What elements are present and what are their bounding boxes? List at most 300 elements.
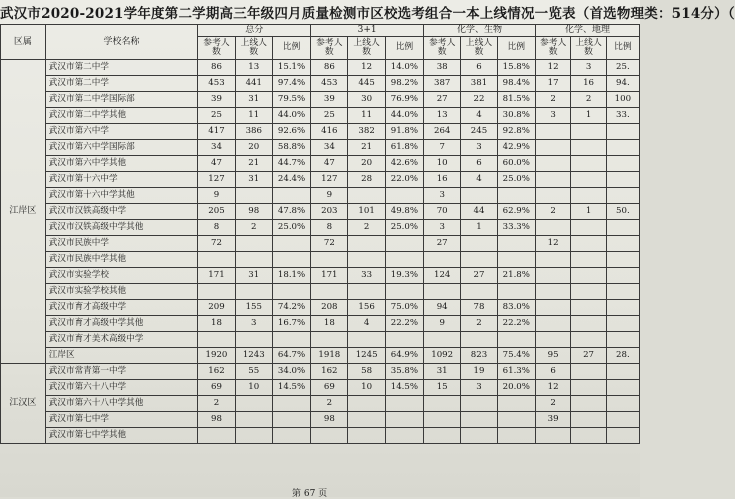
value-cell bbox=[497, 236, 535, 252]
value-cell: 83.0% bbox=[497, 300, 535, 316]
value-cell: 16 bbox=[424, 172, 461, 188]
value-cell: 31 bbox=[235, 92, 272, 108]
value-cell bbox=[348, 412, 385, 428]
table-row bbox=[1, 380, 640, 396]
table-row bbox=[1, 316, 640, 332]
value-cell bbox=[461, 332, 497, 348]
value-cell: 8 bbox=[198, 220, 235, 236]
school-name-cell: 武汉市实验学校其他 bbox=[45, 284, 198, 300]
value-cell: 27 bbox=[424, 92, 461, 108]
value-cell: 6 bbox=[535, 364, 570, 380]
value-cell: 823 bbox=[461, 348, 497, 364]
subheader-cell: 参考人数 bbox=[424, 37, 461, 60]
value-cell: 81.5% bbox=[497, 92, 535, 108]
value-cell: 44 bbox=[461, 204, 497, 220]
value-cell bbox=[461, 412, 497, 428]
value-cell: 25 bbox=[311, 108, 348, 124]
value-cell bbox=[461, 252, 497, 268]
table-row bbox=[1, 76, 640, 92]
page-number: 第 67 页 bbox=[292, 489, 328, 499]
value-cell: 445 bbox=[348, 76, 385, 92]
table-row bbox=[1, 156, 640, 172]
table-header bbox=[1, 25, 640, 60]
value-cell: 203 bbox=[311, 204, 348, 220]
value-cell: 16.7% bbox=[272, 316, 310, 332]
school-name-cell: 武汉市第十六中学 bbox=[45, 172, 198, 188]
subheader-cell: 上线人数 bbox=[235, 37, 272, 60]
value-cell: 78 bbox=[461, 300, 497, 316]
value-cell bbox=[606, 124, 639, 140]
value-cell: 18.1% bbox=[272, 268, 310, 284]
table-row bbox=[1, 252, 640, 268]
subheader-cell: 比例 bbox=[272, 37, 310, 60]
value-cell bbox=[535, 332, 570, 348]
school-name-cell: 武汉市第六十八中学其他 bbox=[45, 396, 198, 412]
value-cell bbox=[348, 332, 385, 348]
value-cell bbox=[424, 412, 461, 428]
value-cell: 21 bbox=[348, 140, 385, 156]
value-cell bbox=[606, 428, 639, 444]
value-cell: 4 bbox=[461, 172, 497, 188]
value-cell: 58 bbox=[348, 364, 385, 380]
school-name-cell: 武汉市第七中学 bbox=[45, 412, 198, 428]
district-cell: 江汉区 bbox=[1, 364, 46, 444]
value-cell: 60.0% bbox=[497, 156, 535, 172]
value-cell bbox=[571, 284, 606, 300]
value-cell bbox=[535, 172, 570, 188]
value-cell: 47 bbox=[198, 156, 235, 172]
value-cell bbox=[535, 252, 570, 268]
value-cell: 95 bbox=[535, 348, 570, 364]
value-cell: 19.3% bbox=[385, 268, 423, 284]
table-row bbox=[1, 332, 640, 348]
table-row bbox=[1, 204, 640, 220]
value-cell bbox=[497, 428, 535, 444]
school-name-cell: 武汉市育才高级中学 bbox=[45, 300, 198, 316]
value-cell: 22.2% bbox=[385, 316, 423, 332]
value-cell: 127 bbox=[198, 172, 235, 188]
table-row bbox=[1, 172, 640, 188]
value-cell bbox=[424, 428, 461, 444]
value-cell: 33 bbox=[348, 268, 385, 284]
value-cell bbox=[461, 236, 497, 252]
value-cell: 7 bbox=[424, 140, 461, 156]
value-cell bbox=[606, 364, 639, 380]
value-cell: 2 bbox=[535, 396, 570, 412]
value-cell: 2 bbox=[535, 204, 570, 220]
school-name-cell: 武汉市汉铁高级中学其他 bbox=[45, 220, 198, 236]
table-row bbox=[1, 364, 640, 380]
value-cell: 416 bbox=[311, 124, 348, 140]
value-cell bbox=[606, 172, 639, 188]
value-cell: 24.4% bbox=[272, 172, 310, 188]
value-cell: 3 bbox=[461, 380, 497, 396]
value-cell: 2 bbox=[311, 396, 348, 412]
value-cell: 33.3% bbox=[497, 220, 535, 236]
value-cell: 98.4% bbox=[497, 76, 535, 92]
table-row bbox=[1, 220, 640, 236]
value-cell: 156 bbox=[348, 300, 385, 316]
value-cell bbox=[497, 412, 535, 428]
value-cell: 264 bbox=[424, 124, 461, 140]
value-cell: 12 bbox=[535, 60, 570, 76]
value-cell bbox=[385, 428, 423, 444]
value-cell: 42.6% bbox=[385, 156, 423, 172]
value-cell: 1 bbox=[571, 204, 606, 220]
value-cell: 453 bbox=[198, 76, 235, 92]
value-cell bbox=[497, 332, 535, 348]
value-cell bbox=[198, 284, 235, 300]
value-cell bbox=[571, 172, 606, 188]
value-cell: 14.5% bbox=[385, 380, 423, 396]
value-cell bbox=[571, 396, 606, 412]
value-cell: 3 bbox=[461, 140, 497, 156]
value-cell bbox=[535, 284, 570, 300]
value-cell: 92.8% bbox=[497, 124, 535, 140]
school-name-cell: 武汉市第二中学 bbox=[45, 76, 198, 92]
table-row bbox=[1, 300, 640, 316]
value-cell: 2 bbox=[235, 220, 272, 236]
value-cell: 27 bbox=[571, 348, 606, 364]
value-cell: 31 bbox=[424, 364, 461, 380]
value-cell: 75.0% bbox=[385, 300, 423, 316]
value-cell: 74.2% bbox=[272, 300, 310, 316]
value-cell: 92.6% bbox=[272, 124, 310, 140]
value-cell: 70 bbox=[424, 204, 461, 220]
value-cell: 155 bbox=[235, 300, 272, 316]
value-cell bbox=[272, 412, 310, 428]
value-cell: 2 bbox=[461, 316, 497, 332]
value-cell: 69 bbox=[198, 380, 235, 396]
table-row bbox=[1, 188, 640, 204]
value-cell bbox=[571, 252, 606, 268]
value-cell bbox=[272, 252, 310, 268]
value-cell bbox=[571, 188, 606, 204]
value-cell: 38 bbox=[424, 60, 461, 76]
value-cell bbox=[385, 252, 423, 268]
value-cell bbox=[461, 188, 497, 204]
value-cell: 18 bbox=[311, 316, 348, 332]
value-cell bbox=[385, 412, 423, 428]
value-cell: 50. bbox=[606, 204, 639, 220]
value-cell: 22 bbox=[461, 92, 497, 108]
value-cell: 13 bbox=[235, 60, 272, 76]
value-cell: 1 bbox=[571, 108, 606, 124]
value-cell: 94. bbox=[606, 76, 639, 92]
value-cell bbox=[348, 284, 385, 300]
value-cell bbox=[571, 156, 606, 172]
school-name-cell: 武汉市第六中学 bbox=[45, 124, 198, 140]
value-cell bbox=[571, 364, 606, 380]
table-row bbox=[1, 348, 640, 364]
value-cell bbox=[497, 188, 535, 204]
value-cell: 34.0% bbox=[272, 364, 310, 380]
value-cell bbox=[535, 140, 570, 156]
value-cell: 79.5% bbox=[272, 92, 310, 108]
value-cell: 76.9% bbox=[385, 92, 423, 108]
value-cell: 10 bbox=[235, 380, 272, 396]
value-cell: 245 bbox=[461, 124, 497, 140]
value-cell: 9 bbox=[198, 188, 235, 204]
value-cell: 9 bbox=[424, 316, 461, 332]
value-cell: 1092 bbox=[424, 348, 461, 364]
value-cell: 19 bbox=[461, 364, 497, 380]
value-cell bbox=[497, 284, 535, 300]
value-cell: 25.0% bbox=[385, 220, 423, 236]
value-cell bbox=[461, 284, 497, 300]
header-district: 区属 bbox=[1, 25, 46, 60]
value-cell: 15.1% bbox=[272, 60, 310, 76]
school-name-cell: 武汉市民族中学 bbox=[45, 236, 198, 252]
value-cell: 22.0% bbox=[385, 172, 423, 188]
value-cell bbox=[385, 332, 423, 348]
value-cell: 31 bbox=[235, 172, 272, 188]
value-cell bbox=[348, 252, 385, 268]
value-cell bbox=[424, 396, 461, 412]
value-cell bbox=[606, 156, 639, 172]
value-cell bbox=[348, 188, 385, 204]
value-cell: 34 bbox=[311, 140, 348, 156]
value-cell bbox=[235, 332, 272, 348]
value-cell: 441 bbox=[235, 76, 272, 92]
value-cell: 30 bbox=[348, 92, 385, 108]
value-cell: 98 bbox=[235, 204, 272, 220]
value-cell: 42.9% bbox=[497, 140, 535, 156]
table-row bbox=[1, 412, 640, 428]
value-cell bbox=[272, 284, 310, 300]
value-cell: 9 bbox=[311, 188, 348, 204]
value-cell: 208 bbox=[311, 300, 348, 316]
value-cell bbox=[606, 380, 639, 396]
table-body bbox=[1, 60, 640, 444]
value-cell: 1243 bbox=[235, 348, 272, 364]
value-cell bbox=[424, 332, 461, 348]
value-cell: 72 bbox=[198, 236, 235, 252]
value-cell bbox=[606, 412, 639, 428]
value-cell: 100 bbox=[606, 92, 639, 108]
value-cell: 27 bbox=[461, 268, 497, 284]
value-cell: 33. bbox=[606, 108, 639, 124]
subheader-cell: 参考人数 bbox=[311, 37, 348, 60]
value-cell: 3 bbox=[571, 60, 606, 76]
value-cell: 69 bbox=[311, 380, 348, 396]
subheader-cell: 比例 bbox=[497, 37, 535, 60]
value-cell bbox=[235, 428, 272, 444]
header-group-chem-bio: 化学、生物 bbox=[424, 25, 536, 37]
table-row bbox=[1, 428, 640, 444]
header-group-total: 总分 bbox=[198, 25, 311, 37]
value-cell: 205 bbox=[198, 204, 235, 220]
value-cell bbox=[311, 284, 348, 300]
value-cell: 75.4% bbox=[497, 348, 535, 364]
value-cell bbox=[606, 236, 639, 252]
value-cell bbox=[272, 396, 310, 412]
value-cell: 2 bbox=[348, 220, 385, 236]
value-cell: 39 bbox=[198, 92, 235, 108]
value-cell bbox=[571, 220, 606, 236]
header-group-chem-geo: 化学、地理 bbox=[535, 25, 639, 37]
value-cell bbox=[311, 252, 348, 268]
value-cell: 61.3% bbox=[497, 364, 535, 380]
subheader-cell: 参考人数 bbox=[535, 37, 570, 60]
value-cell bbox=[235, 396, 272, 412]
value-cell: 91.8% bbox=[385, 124, 423, 140]
value-cell: 15 bbox=[424, 380, 461, 396]
school-name-cell: 武汉市第六中学国际部 bbox=[45, 140, 198, 156]
value-cell: 4 bbox=[461, 108, 497, 124]
value-cell bbox=[535, 300, 570, 316]
value-cell bbox=[535, 156, 570, 172]
value-cell bbox=[311, 332, 348, 348]
value-cell: 417 bbox=[198, 124, 235, 140]
value-cell bbox=[571, 428, 606, 444]
results-table bbox=[0, 24, 640, 444]
value-cell: 98.2% bbox=[385, 76, 423, 92]
table-row bbox=[1, 60, 640, 76]
table-row bbox=[1, 236, 640, 252]
value-cell: 20 bbox=[235, 140, 272, 156]
value-cell bbox=[497, 396, 535, 412]
subheader-cell: 上线人数 bbox=[571, 37, 606, 60]
value-cell bbox=[606, 188, 639, 204]
school-name-cell: 武汉市第二中学国际部 bbox=[45, 92, 198, 108]
value-cell: 44.0% bbox=[272, 108, 310, 124]
header-school: 学校名称 bbox=[45, 25, 198, 60]
value-cell: 31 bbox=[235, 268, 272, 284]
district-cell: 江岸区 bbox=[1, 60, 46, 364]
value-cell: 2 bbox=[535, 92, 570, 108]
value-cell bbox=[535, 316, 570, 332]
value-cell: 12 bbox=[535, 380, 570, 396]
value-cell bbox=[198, 252, 235, 268]
value-cell: 14.5% bbox=[272, 380, 310, 396]
value-cell: 25.0% bbox=[272, 220, 310, 236]
value-cell bbox=[571, 300, 606, 316]
subheader-cell: 上线人数 bbox=[461, 37, 497, 60]
value-cell: 22.2% bbox=[497, 316, 535, 332]
value-cell: 124 bbox=[424, 268, 461, 284]
value-cell bbox=[535, 124, 570, 140]
value-cell: 12 bbox=[535, 236, 570, 252]
value-cell: 3 bbox=[535, 108, 570, 124]
value-cell bbox=[424, 284, 461, 300]
school-name-cell: 武汉市常青第一中学 bbox=[45, 364, 198, 380]
value-cell bbox=[385, 284, 423, 300]
value-cell bbox=[606, 140, 639, 156]
value-cell bbox=[272, 236, 310, 252]
value-cell: 30.8% bbox=[497, 108, 535, 124]
value-cell: 209 bbox=[198, 300, 235, 316]
value-cell: 3 bbox=[235, 316, 272, 332]
value-cell: 3 bbox=[424, 188, 461, 204]
table-row bbox=[1, 268, 640, 284]
value-cell: 21.8% bbox=[497, 268, 535, 284]
subheader-cell: 参考人数 bbox=[198, 37, 235, 60]
value-cell: 25. bbox=[606, 60, 639, 76]
value-cell: 62.9% bbox=[497, 204, 535, 220]
school-name-cell: 武汉市实验学校 bbox=[45, 268, 198, 284]
school-name-cell: 武汉市第二中学 bbox=[45, 60, 198, 76]
value-cell: 1245 bbox=[348, 348, 385, 364]
value-cell: 28. bbox=[606, 348, 639, 364]
value-cell bbox=[606, 396, 639, 412]
value-cell: 97.4% bbox=[272, 76, 310, 92]
table-row bbox=[1, 92, 640, 108]
value-cell: 2 bbox=[198, 396, 235, 412]
value-cell: 381 bbox=[461, 76, 497, 92]
value-cell: 127 bbox=[311, 172, 348, 188]
value-cell: 11 bbox=[235, 108, 272, 124]
value-cell bbox=[571, 332, 606, 348]
school-name-cell: 江岸区 bbox=[45, 348, 198, 364]
value-cell: 1918 bbox=[311, 348, 348, 364]
value-cell: 162 bbox=[198, 364, 235, 380]
value-cell: 47 bbox=[311, 156, 348, 172]
value-cell bbox=[235, 236, 272, 252]
value-cell: 27 bbox=[424, 236, 461, 252]
value-cell: 25 bbox=[198, 108, 235, 124]
value-cell bbox=[606, 300, 639, 316]
school-name-cell: 武汉市育才美术高级中学 bbox=[45, 332, 198, 348]
value-cell bbox=[606, 268, 639, 284]
value-cell bbox=[385, 236, 423, 252]
value-cell: 21 bbox=[235, 156, 272, 172]
value-cell: 18 bbox=[198, 316, 235, 332]
value-cell: 16 bbox=[571, 76, 606, 92]
subheader-cell: 比例 bbox=[606, 37, 639, 60]
value-cell bbox=[535, 268, 570, 284]
value-cell: 86 bbox=[198, 60, 235, 76]
value-cell bbox=[385, 396, 423, 412]
value-cell: 72 bbox=[311, 236, 348, 252]
value-cell: 39 bbox=[311, 92, 348, 108]
value-cell bbox=[461, 428, 497, 444]
value-cell bbox=[424, 252, 461, 268]
value-cell bbox=[571, 124, 606, 140]
school-name-cell: 武汉市民族中学其他 bbox=[45, 252, 198, 268]
value-cell: 382 bbox=[348, 124, 385, 140]
value-cell bbox=[535, 188, 570, 204]
value-cell: 47.8% bbox=[272, 204, 310, 220]
document-title: 武汉市2020-2021学年度第二学期高三年级四月质量检测市区校选考组合一本上线情况一览表（首选物理类：514分）（ bbox=[0, 6, 735, 22]
value-cell: 28 bbox=[348, 172, 385, 188]
value-cell bbox=[606, 316, 639, 332]
value-cell bbox=[606, 332, 639, 348]
value-cell: 64.7% bbox=[272, 348, 310, 364]
value-cell: 4 bbox=[348, 316, 385, 332]
value-cell bbox=[571, 268, 606, 284]
value-cell: 20.0% bbox=[497, 380, 535, 396]
table-row bbox=[1, 396, 640, 412]
value-cell bbox=[198, 332, 235, 348]
value-cell: 171 bbox=[311, 268, 348, 284]
value-cell: 49.8% bbox=[385, 204, 423, 220]
subheader-cell: 比例 bbox=[385, 37, 423, 60]
value-cell bbox=[348, 428, 385, 444]
value-cell: 94 bbox=[424, 300, 461, 316]
table-row bbox=[1, 108, 640, 124]
value-cell: 17 bbox=[535, 76, 570, 92]
value-cell bbox=[198, 428, 235, 444]
school-name-cell: 武汉市育才高级中学其他 bbox=[45, 316, 198, 332]
value-cell: 13 bbox=[424, 108, 461, 124]
value-cell bbox=[461, 396, 497, 412]
value-cell bbox=[311, 428, 348, 444]
table-row bbox=[1, 140, 640, 156]
value-cell: 1920 bbox=[198, 348, 235, 364]
school-name-cell: 武汉市汉铁高级中学 bbox=[45, 204, 198, 220]
value-cell bbox=[348, 396, 385, 412]
